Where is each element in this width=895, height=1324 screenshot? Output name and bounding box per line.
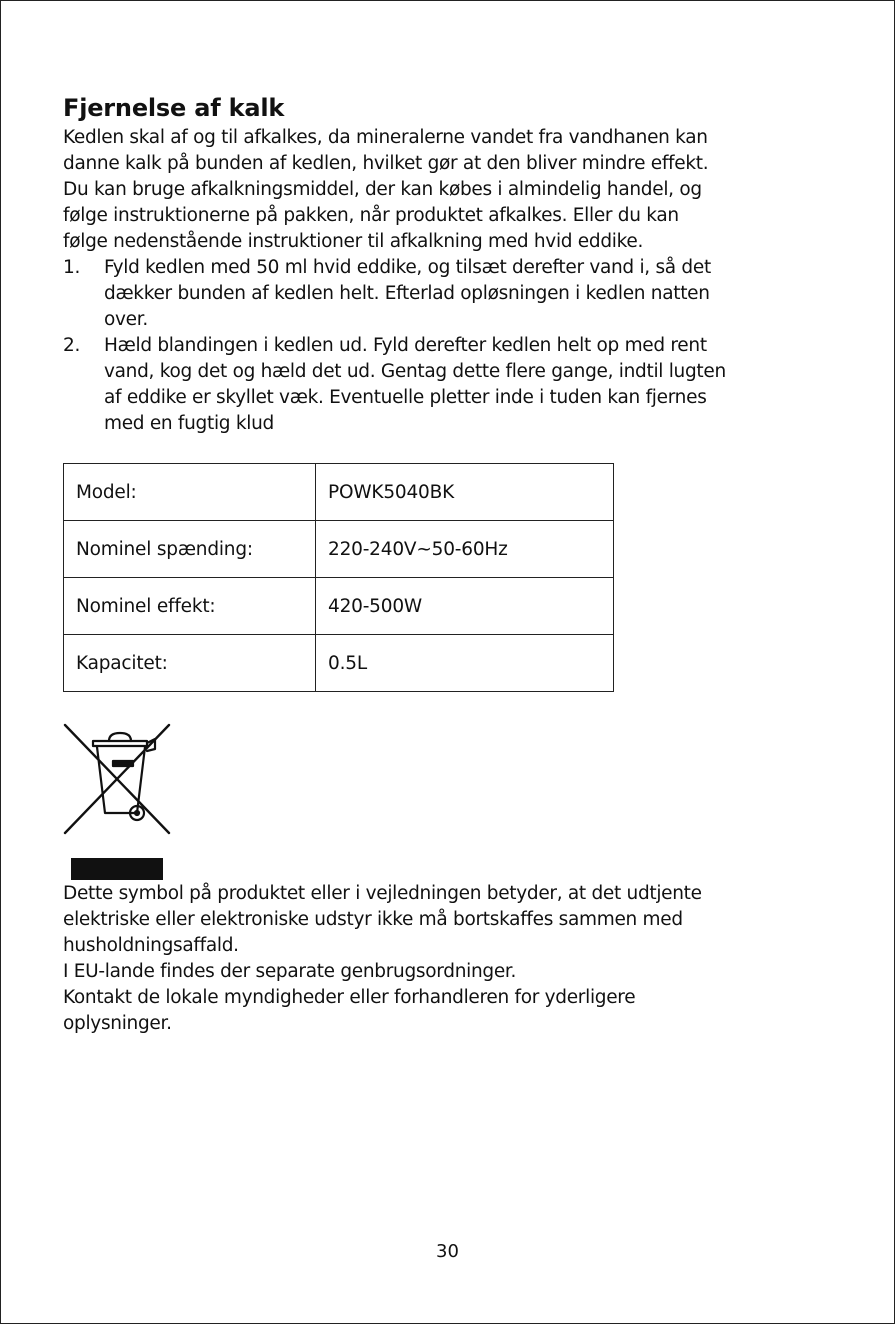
spec-row [64,521,614,578]
spec-label: Kapacitet: [64,635,316,692]
notice-line: husholdningsaffald. [63,935,239,956]
notice-line: Dette symbol på produktet eller i vejledningen betyder, at det udtjente [63,883,702,904]
spec-label: Nominel spænding: [64,521,316,578]
spec-row [64,578,614,635]
step-line: med en fugtig klud [104,413,274,434]
step-item [63,333,803,437]
intro-paragraph [63,125,803,255]
step-item [63,255,803,333]
spec-value: 220-240V~50-60Hz [316,521,614,578]
intro-line: følge instruktionerne på pakken, når produktet afkalkes. Eller du kan [63,205,679,226]
spec-value: POWK5040BK [316,464,614,521]
spec-label: Nominel effekt: [64,578,316,635]
step-number: 1. [63,257,81,278]
spec-value: 0.5L [316,635,614,692]
step-line: vand, kog det og hæld det ud. Gentag dette flere gange, indtil lugten [104,361,726,382]
spec-row [64,635,614,692]
crossed-out-wheelie-bin-icon [61,721,175,837]
disposal-notice [63,881,823,1037]
notice-line: oplysninger. [63,1013,172,1034]
step-line: dækker bunden af kedlen helt. Efterlad opløsningen i kedlen natten [104,283,710,304]
step-line: af eddike er skyllet væk. Eventuelle pletter inde i tuden kan fjernes [104,387,707,408]
intro-line: følge nedenstående instruktioner til afkalkning med hvid eddike. [63,231,644,252]
step-number: 2. [63,335,81,356]
notice-line: Kontakt de lokale myndigheder eller forhandleren for yderligere [63,987,636,1008]
spec-value: 420-500W [316,578,614,635]
intro-line: Du kan bruge afkalkningsmiddel, der kan købes i almindelig handel, og [63,179,702,200]
weee-underline-bar [71,858,163,880]
descaling-steps [63,255,803,437]
intro-line: Kedlen skal af og til afkalkes, da mineralerne vandet fra vandhanen kan [63,127,708,148]
page-number: 30 [436,1241,459,1262]
step-line: over. [104,309,148,330]
section-heading: Fjernelse af kalk [63,94,285,122]
descaling-section [63,93,803,437]
step-line: Hæld blandingen i kedlen ud. Fyld derefter kedlen helt op med rent [104,335,707,356]
notice-line: elektriske eller elektroniske udstyr ikke må bortskaffes sammen med [63,909,683,930]
spec-label: Model: [64,464,316,521]
notice-line: I EU-lande findes der separate genbrugsordninger. [63,961,517,982]
spec-table [63,463,614,692]
intro-line: danne kalk på bunden af kedlen, hvilket gør at den bliver mindre effekt. [63,153,709,174]
step-line: Fyld kedlen med 50 ml hvid eddike, og tilsæt derefter vand i, så det [104,257,711,278]
spec-row [64,464,614,521]
